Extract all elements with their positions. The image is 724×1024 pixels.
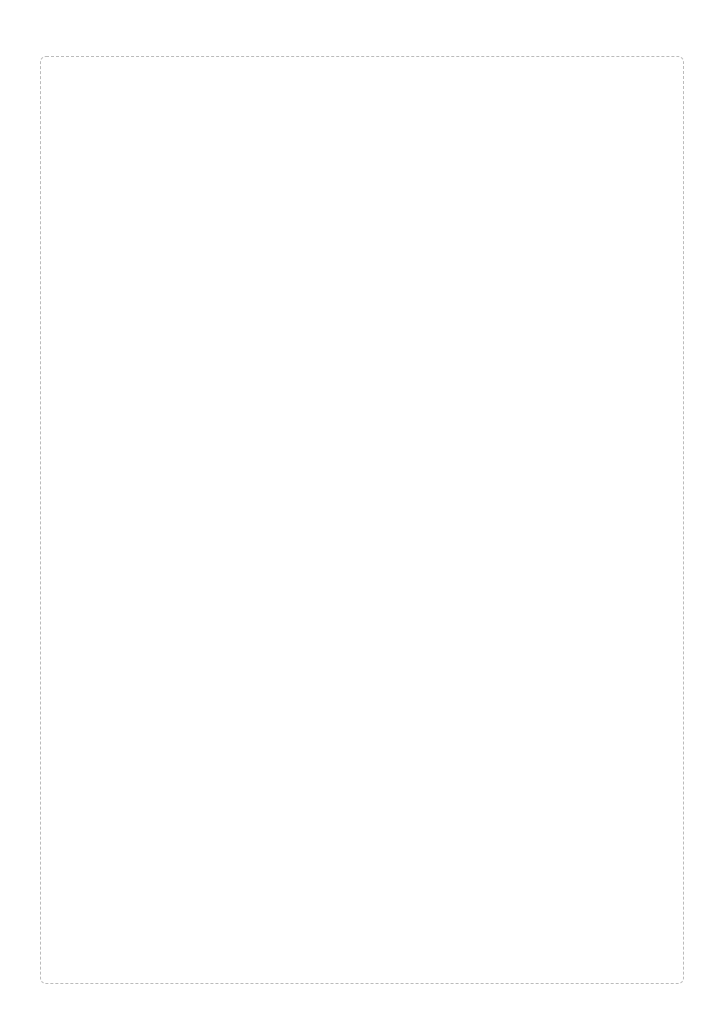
content-placeholder <box>40 56 684 984</box>
